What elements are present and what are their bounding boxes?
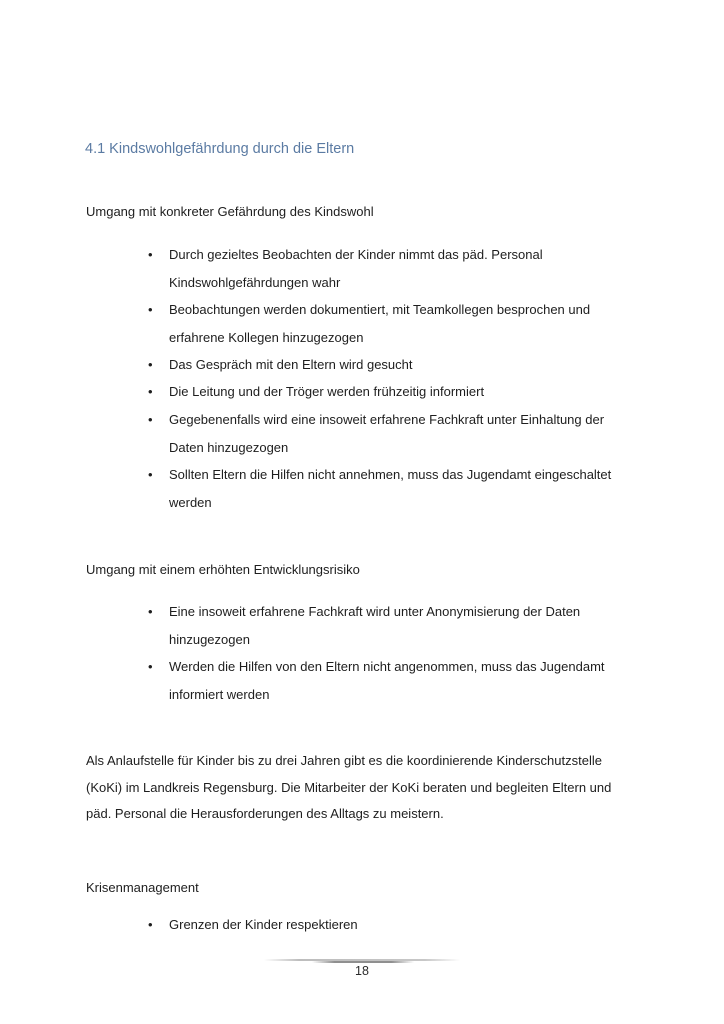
koki-paragraph [86,748,611,828]
paragraph-line: Als Anlaufstelle für Kinder bis zu drei Jahren gibt es die koordinierende Kinderschutzstelle [86,753,602,768]
bullet-item [148,911,358,939]
bullet-marker-icon: • [148,384,153,399]
bullet-line: Kindswohlgefährdungen wahr [169,274,341,290]
bullet-line: erfahrene Kollegen hinzugezogen [169,329,364,345]
bullet-marker-icon: • [148,604,153,619]
bullet-marker-icon: • [148,917,153,932]
bullet-line: Beobachtungen werden dokumentiert, mit Teamkollegen besprochen und [169,302,591,317]
subsection-title-konkrete-gefaehrdung: Umgang mit konkreter Gefährdung des Kindswohl [86,204,374,219]
paragraph-line: (KoKi) im Landkreis Regensburg. Die Mitarbeiter der KoKi beraten und begleiten Eltern und [86,779,612,795]
subsection-title-krisenmanagement: Krisenmanagement [86,880,199,895]
bullet-line: Sollten Eltern die Hilfen nicht annehmen, muss das Jugendamt eingeschaltet [169,467,612,482]
paragraph-line: päd. Personal die Herausforderungen des Alltags zu meistern. [86,806,444,821]
bullet-line: werden [169,494,212,510]
bullet-marker-icon: • [148,357,153,372]
bullet-item [148,378,485,406]
chapter-heading: 4.1 Kindswohlgefährdung durch die Eltern [85,141,355,157]
bullet-marker-icon: • [148,302,153,317]
bullet-marker-icon: • [148,412,153,427]
bullet-item [148,598,581,653]
bullet-line: Grenzen der Kinder respektieren [169,917,358,932]
page-number: 18 [355,964,369,978]
bullet-line: Durch gezieltes Beobachten der Kinder nimmt das päd. Personal [169,247,543,262]
bullet-item [148,461,612,516]
bullet-item [148,296,591,351]
subsection-title-entwicklungsrisiko: Umgang mit einem erhöhten Entwicklungsrisiko [86,562,360,577]
bullet-line: Eine insoweit erfahrene Fachkraft wird unter Anonymisierung der Daten [169,604,581,619]
bullet-item [148,653,605,708]
bullet-item [148,351,413,379]
bullet-line: Daten hinzugezogen [169,439,289,455]
bullet-item [148,406,605,461]
bullet-line: Die Leitung und der Tröger werden frühzeitig informiert [169,384,485,399]
footer-divider-shadow [312,961,414,963]
bullet-line: informiert werden [169,686,270,702]
bullet-marker-icon: • [148,467,153,482]
bullet-marker-icon: • [148,247,153,262]
bullet-line: hinzugezogen [169,631,250,647]
bullet-item [148,241,543,296]
bullet-line: Werden die Hilfen von den Eltern nicht angenommen, muss das Jugendamt [169,659,605,674]
bullet-line: Gegebenenfalls wird eine insoweit erfahrene Fachkraft unter Einhaltung der [169,412,605,427]
bullet-line: Das Gespräch mit den Eltern wird gesucht [169,357,413,372]
bullet-marker-icon: • [148,659,153,674]
